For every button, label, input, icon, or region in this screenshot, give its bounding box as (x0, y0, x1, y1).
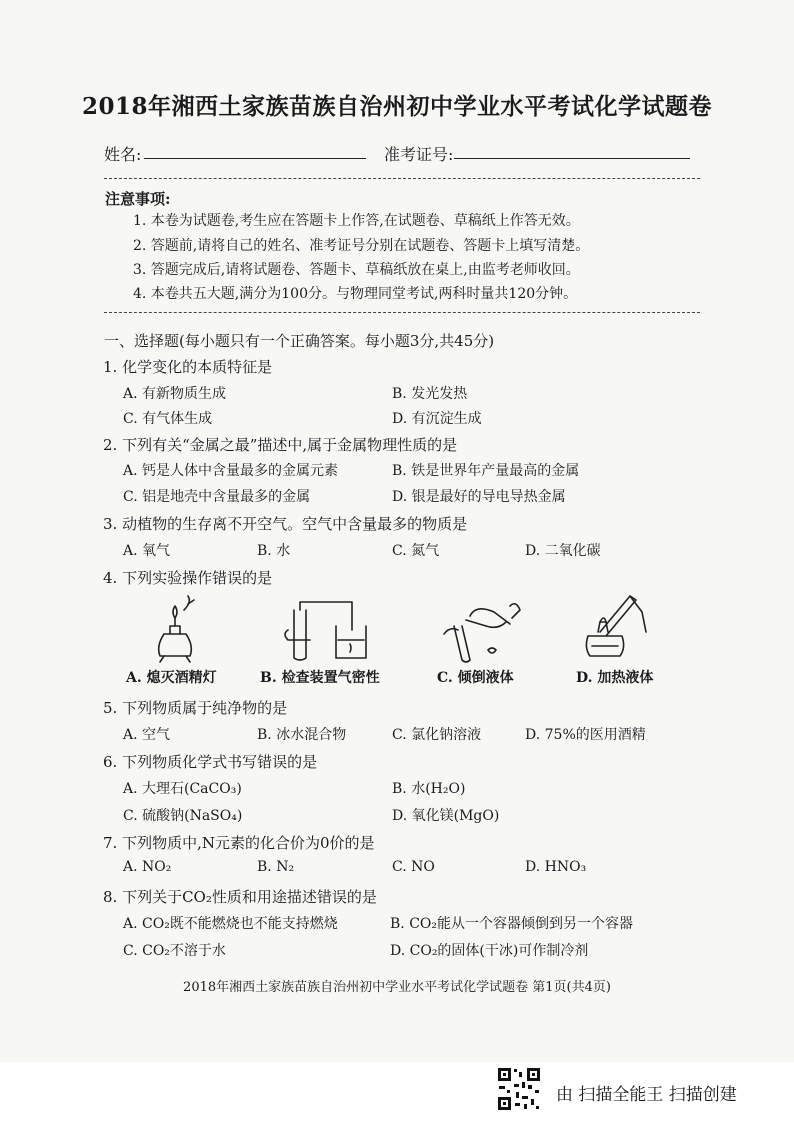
option-b: B. N₂ (257, 859, 295, 875)
scan-credit: 由 扫描全能王 扫描创建 (556, 1085, 737, 1105)
option-d: D. 二氧化碳 (525, 543, 601, 559)
option-d: D. 氧化镁(MgO) (392, 808, 500, 824)
question-stem: 1. 化学变化的本质特征是 (103, 358, 273, 376)
option-b: B. 冰水混合物 (257, 727, 347, 743)
option-b: B. 发光发热 (392, 386, 468, 402)
name-blank (144, 158, 366, 159)
option-c: C. 铝是地壳中含量最多的金属 (123, 489, 311, 505)
notice-item: 4. 本卷共五大题,满分为100分。与物理同堂考试,两科时量共120分钟。 (133, 286, 578, 302)
option-a: A. 空气 (123, 727, 171, 743)
option-c: C. 有气体生成 (123, 411, 213, 427)
option-a: A. CO₂既不能燃烧也不能支持燃烧 (123, 916, 338, 932)
pour-liquid-figure (440, 596, 520, 664)
option-c: C. 氮气 (392, 543, 440, 559)
option-c: C. 倾倒液体 (437, 670, 514, 686)
name-label: 姓名: (104, 145, 142, 164)
option-a: A. NO₂ (123, 859, 172, 875)
heat-liquid-figure (580, 592, 650, 664)
notice-item: 1. 本卷为试题卷,考生应在答题卡上作答,在试题卷、草稿纸上作答无效。 (133, 213, 580, 229)
option-c: C. NO (392, 859, 435, 875)
question-stem: 8. 下列关于CO₂性质和用途描述错误的是 (103, 888, 377, 906)
option-c: C. CO₂不溶于水 (123, 943, 226, 959)
option-b: B. 水 (257, 543, 291, 559)
option-d: D. 有沉淀生成 (392, 411, 482, 427)
option-b: B. 铁是世界年产量最高的金属 (392, 463, 580, 479)
option-c: C. 硫酸钠(NaSO₄) (123, 808, 243, 824)
notice-item: 2. 答题前,请将自己的姓名、准考证号分别在试题卷、答题卡上填写清楚。 (133, 238, 590, 254)
option-d: D. HNO₃ (525, 859, 587, 875)
option-b: B. 检查装置气密性 (260, 670, 380, 686)
question-stem: 5. 下列物质属于纯净物的是 (103, 699, 288, 717)
page-footer: 2018年湘西土家族苗族自治州初中学业水平考试化学试题卷 第1页(共4页) (183, 980, 611, 995)
option-a: A. 大理石(CaCO₃) (123, 781, 242, 797)
option-b: B. CO₂能从一个容器倾倒到另一个容器 (390, 916, 633, 932)
section-heading: 一、选择题(每小题只有一个正确答案。每小题3分,共45分) (104, 332, 495, 350)
question-stem: 2. 下列有关“金属之最”描述中,属于金属物理性质的是 (103, 436, 458, 454)
option-c: C. 氯化钠溶液 (392, 727, 482, 743)
question-stem: 4. 下列实验操作错误的是 (103, 569, 273, 587)
exam-id-label: 准考证号: (384, 145, 454, 164)
exam-id-blank (454, 158, 690, 159)
question-stem: 7. 下列物质中,N元素的化合价为0价的是 (103, 834, 375, 852)
option-a: A. 钙是人体中含量最多的金属元素 (123, 463, 339, 479)
option-d: D. 75%的医用酒精 (525, 727, 646, 743)
option-d: D. 加热液体 (576, 670, 654, 686)
option-a: A. 熄灭酒精灯 (126, 670, 217, 686)
exam-title: 2018年湘西土家族苗族自治州初中学业水平考试化学试题卷 (81, 93, 712, 120)
option-a: A. 有新物质生成 (123, 386, 227, 402)
top-divider (104, 178, 700, 179)
option-a: A. 氧气 (123, 543, 171, 559)
option-d: D. 银是最好的导电导热金属 (392, 489, 566, 505)
notice-item: 3. 答题完成后,请将试题卷、答题卡、草稿纸放在桌上,由监考老师收回。 (133, 262, 580, 278)
question-stem: 3. 动植物的生存离不开空气。空气中含量最多的物质是 (103, 515, 468, 533)
alcohol-lamp-figure (150, 596, 210, 664)
option-d: D. CO₂的固体(干冰)可作制冷剂 (390, 943, 589, 959)
notice-title: 注意事项: (105, 190, 171, 208)
bottom-divider (104, 312, 700, 313)
question-stem: 6. 下列物质化学式书写错误的是 (103, 753, 318, 771)
option-b: B. 水(H₂O) (392, 781, 466, 797)
qr-code-icon (496, 1066, 542, 1112)
airtightness-check-figure (280, 600, 375, 664)
